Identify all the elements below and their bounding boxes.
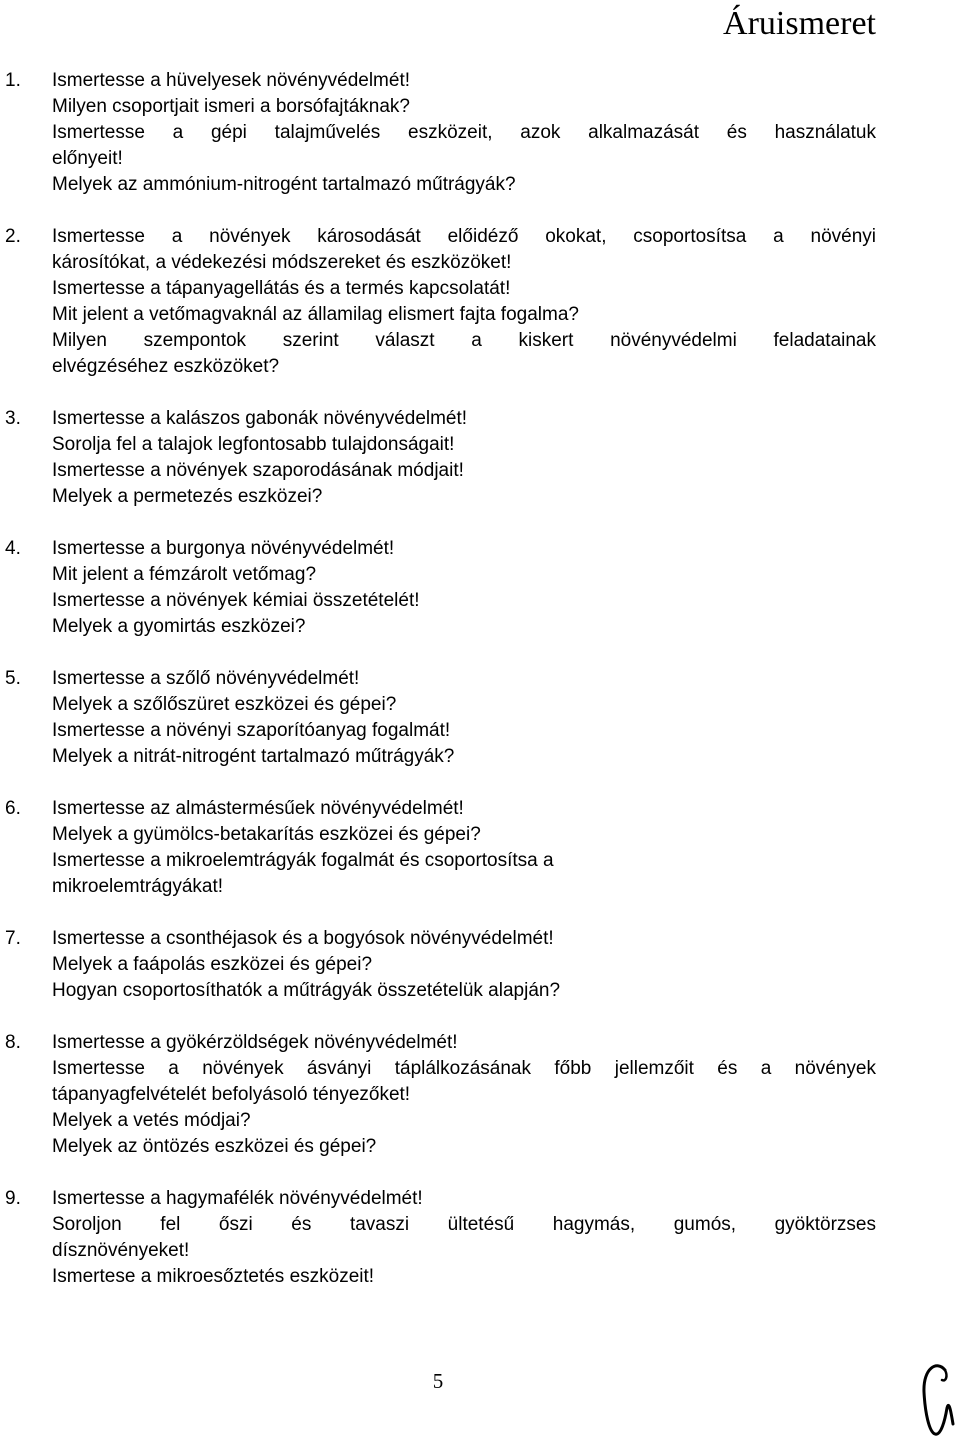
handwritten-signature (915, 1358, 957, 1438)
question-line: Ismertesse a gyökérzöldségek növényvédelmét! (52, 1032, 458, 1053)
question-line: előnyeit! (52, 148, 123, 169)
question-line: Ismertesse a növények kémiai összetételét! (52, 590, 420, 611)
question-line: Melyek a permetezés eszközei? (52, 486, 323, 507)
question-group-5 (0, 666, 876, 770)
question-line: Soroljon fel őszi és tavaszi ültetésű hagymás, gumós, gyöktörzses (52, 1214, 876, 1235)
group-number: 6. (5, 798, 21, 819)
page-title: Áruismeret (723, 5, 876, 42)
question-line: Ismertesse a szőlő növényvédelmét! (52, 668, 360, 689)
question-line: Ismertese a mikroesőztetés eszközeit! (52, 1266, 375, 1287)
group-number: 3. (5, 408, 21, 429)
question-line: Ismertesse a növények ásványi táplálkozásának főbb jellemzőit és a növények (52, 1058, 876, 1079)
group-number: 7. (5, 928, 21, 949)
question-line: tápanyagfelvételét befolyásoló tényezőket! (52, 1084, 411, 1105)
question-line: Hogyan csoportosíthatók a műtrágyák összetételük alapján? (52, 980, 561, 1001)
question-line: Melyek a szőlőszüret eszközei és gépei? (52, 694, 397, 715)
question-line: Melyek a gyümölcs-betakarítás eszközei és gépei? (52, 824, 481, 845)
question-group-1 (0, 68, 876, 198)
question-group-4 (0, 536, 876, 640)
page-number: 5 (432, 1369, 444, 1393)
question-line: Ismertesse a növények károsodását előidéző okokat, csoportosítsa a növényi (52, 226, 876, 247)
question-list (0, 68, 960, 1316)
group-number: 5. (5, 668, 21, 689)
question-line: Ismertesse a kalászos gabonák növényvédelmét! (52, 408, 468, 429)
question-line: Milyen szempontok szerint választ a kiskert növényvédelmi feladatainak (52, 330, 876, 351)
question-line: dísznövényeket! (52, 1240, 190, 1261)
question-line: Ismertesse a növények szaporodásának módjait! (52, 460, 464, 481)
question-line: Melyek a gyomirtás eszközei? (52, 616, 306, 637)
question-line: Melyek a vetés módjai? (52, 1110, 251, 1131)
question-line: Melyek az öntözés eszközei és gépei? (52, 1136, 377, 1157)
question-line: Ismertesse a hüvelyesek növényvédelmét! (52, 70, 411, 91)
question-line: Ismertesse a hagymafélék növényvédelmét! (52, 1188, 423, 1209)
question-group-9 (0, 1186, 876, 1290)
question-line: elvégzéséhez eszközöket? (52, 356, 280, 377)
question-line: Melyek a nitrát-nitrogént tartalmazó műtrágyák? (52, 746, 455, 767)
question-group-6 (0, 796, 876, 900)
question-group-3 (0, 406, 876, 510)
group-number: 9. (5, 1188, 21, 1209)
question-group-7 (0, 926, 876, 1004)
question-line: Melyek a faápolás eszközei és gépei? (52, 954, 373, 975)
question-line: Ismertesse a növényi szaporítóanyag fogalmát! (52, 720, 451, 741)
question-line: Ismertesse a csonthéjasok és a bogyósok növényvédelmét! (52, 928, 554, 949)
question-line: Ismertesse az almástermésűek növényvédelmét! (52, 798, 464, 819)
question-line: Sorolja fel a talajok legfontosabb tulajdonságait! (52, 434, 455, 455)
question-line: Ismertesse a mikroelemtrágyák fogalmát és csoportosítsa a (52, 850, 554, 871)
question-group-8 (0, 1030, 876, 1160)
question-line: károsítókat, a védekezési módszereket és eszközöket! (52, 252, 512, 273)
group-number: 4. (5, 538, 21, 559)
question-line: Mit jelent a vetőmagvaknál az államilag elismert fajta fogalma? (52, 304, 579, 325)
question-group-2 (0, 224, 876, 380)
question-line: Melyek az ammónium-nitrogént tartalmazó műtrágyák? (52, 174, 516, 195)
group-number: 1. (5, 70, 21, 91)
question-line: Ismertesse a burgonya növényvédelmét! (52, 538, 395, 559)
question-line: Milyen csoportjait ismeri a borsófajtáknak? (52, 96, 410, 117)
question-line: Ismertesse a tápanyagellátás és a termés kapcsolatát! (52, 278, 511, 299)
question-line: Mit jelent a fémzárolt vetőmag? (52, 564, 317, 585)
question-line: mikroelemtrágyákat! (52, 876, 224, 897)
group-number: 8. (5, 1032, 21, 1053)
question-line: Ismertesse a gépi talajművelés eszközeit, azok alkalmazását és használatuk (52, 122, 876, 143)
group-number: 2. (5, 226, 21, 247)
